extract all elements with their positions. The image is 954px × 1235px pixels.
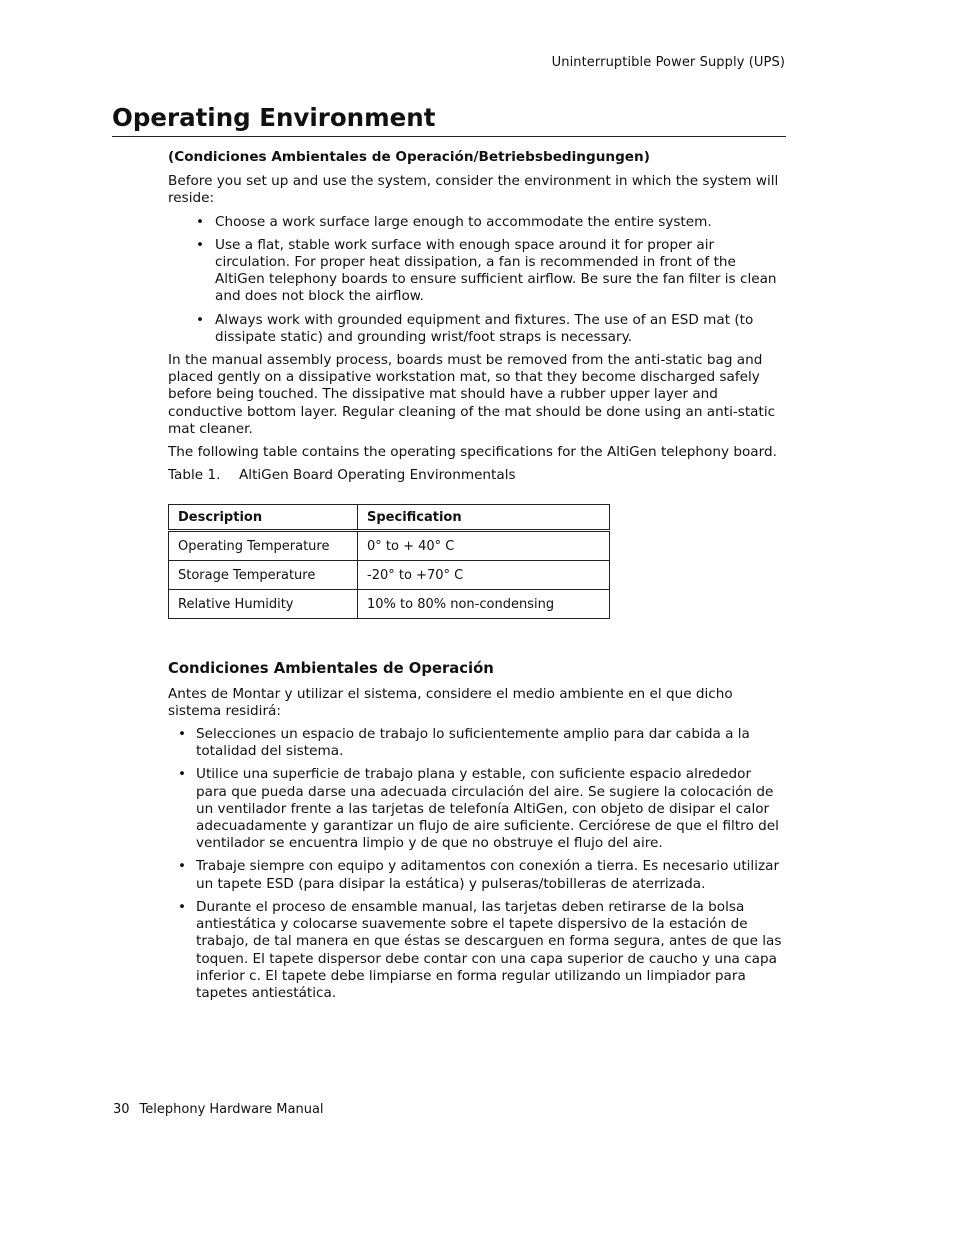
- spanish-bullet-list: [168, 726, 784, 1002]
- column-header: Description: [169, 505, 358, 531]
- table-intro-paragraph: The following table contains the operating specifications for the AltiGen telephony board.: [168, 444, 777, 461]
- bullet-icon: •: [178, 726, 187, 743]
- environment-bullet-list: [168, 214, 784, 346]
- table-cell: 10% to 80% non-condensing: [358, 590, 610, 619]
- assembly-paragraph: In the manual assembly process, boards must be removed from the anti-static bag and placed gently on a dissipative workstation mat, so that they become discharged safely before being touched. The dissipative mat should have a rubber upper layer and conductive bottom layer. Regular cleaning of the mat should be done using an anti-static mat cleaner.: [168, 352, 776, 437]
- page-title: Operating Environment: [112, 103, 786, 137]
- running-header: Uninterruptible Power Supply (UPS): [551, 55, 785, 70]
- list-item: • Selecciones un espacio de trabajo lo suficientemente amplio para dar cabida a la totalidad del sistema.: [178, 726, 750, 760]
- table-cell: Operating Temperature: [169, 531, 358, 561]
- list-item: • Durante el proceso de ensamble manual, las tarjetas deben retirarse de la bolsa antiestática y colocarse suavemente sobre el tapete dispersivo de la estación de trabajo, de tal manera en que éstas se descarguen en forma segura, antes de que las toquen. El tapete dispersor debe contar con una capa superior de caucho y una capa inferior c. El tapete debe limpiarse en forma regular utilizando un limpiador para tapetes antiestática.: [178, 898, 782, 1001]
- intro-paragraph: Before you set up and use the system, consider the environment in which the system will reside:: [168, 173, 779, 207]
- list-item: • Utilice una superficie de trabajo plana y estable, con suficiente espacio alrededor para que pueda darse una adecuada circulación del aire. Se sugiere la colocación de un ventilador frente a las tarjetas de telefonía AltiGen, con objeto de disipar el calor adecuadamente y garantizar un flujo de aire suficiente. Cerciórese de que el filtro del ventilador se encuentra limpio y de que no obstruye el flujo del aire.: [178, 766, 779, 852]
- list-item: • Trabaje siempre con equipo y aditamentos con conexión a tierra. Es necesario utilizar un tapete ESD (para disipar la estática) y pulseras/tobilleras de aterrizada.: [178, 858, 780, 892]
- page-body: [168, 149, 784, 1008]
- table-cell: Storage Temperature: [169, 561, 358, 590]
- section-subtitle: (Condiciones Ambientales de Operación/Betriebsbedingungen): [168, 149, 650, 165]
- table-cell: 0° to + 40° C: [358, 531, 610, 561]
- spec-table: [168, 504, 610, 619]
- table-caption-title: AltiGen Board Operating Environmentals: [239, 467, 516, 484]
- manual-title: Telephony Hardware Manual: [139, 1102, 324, 1117]
- table-caption: [168, 467, 784, 484]
- table-cell: Relative Humidity: [169, 590, 358, 619]
- column-header: Specification: [358, 505, 610, 531]
- bullet-icon: •: [178, 858, 187, 875]
- page-footer: [113, 1102, 324, 1117]
- table-header-row: [169, 505, 610, 531]
- list-item: • Use a flat, stable work surface with enough space around it for proper air circulation. For proper heat dissipation, a fan is recommended in front of the AltiGen telephony boards to ensure sufficient airflow. Be sure the fan filter is clean and does not block the airflow.: [196, 236, 777, 305]
- list-item: • Always work with grounded equipment and fixtures. The use of an ESD mat (to dissipate static) and grounding wrist/foot straps is necessary.: [196, 311, 754, 345]
- bullet-icon: •: [196, 213, 205, 230]
- spanish-intro-paragraph: Antes de Montar y utilizar el sistema, considere el medio ambiente en el que dicho sistema residirá:: [168, 685, 733, 719]
- bullet-icon: •: [196, 311, 205, 328]
- bullet-icon: •: [178, 898, 187, 915]
- table-cell: -20° to +70° C: [358, 561, 610, 590]
- table-row: [169, 590, 610, 619]
- list-item: • Choose a work surface large enough to accommodate the entire system.: [196, 213, 712, 230]
- bullet-icon: •: [196, 236, 205, 253]
- bullet-icon: •: [178, 766, 187, 783]
- spanish-section-title: Condiciones Ambientales de Operación: [168, 660, 494, 678]
- page-number: 30: [113, 1102, 130, 1117]
- table-row: [169, 531, 610, 561]
- table-caption-number: Table 1.: [168, 467, 221, 484]
- table-row: [169, 561, 610, 590]
